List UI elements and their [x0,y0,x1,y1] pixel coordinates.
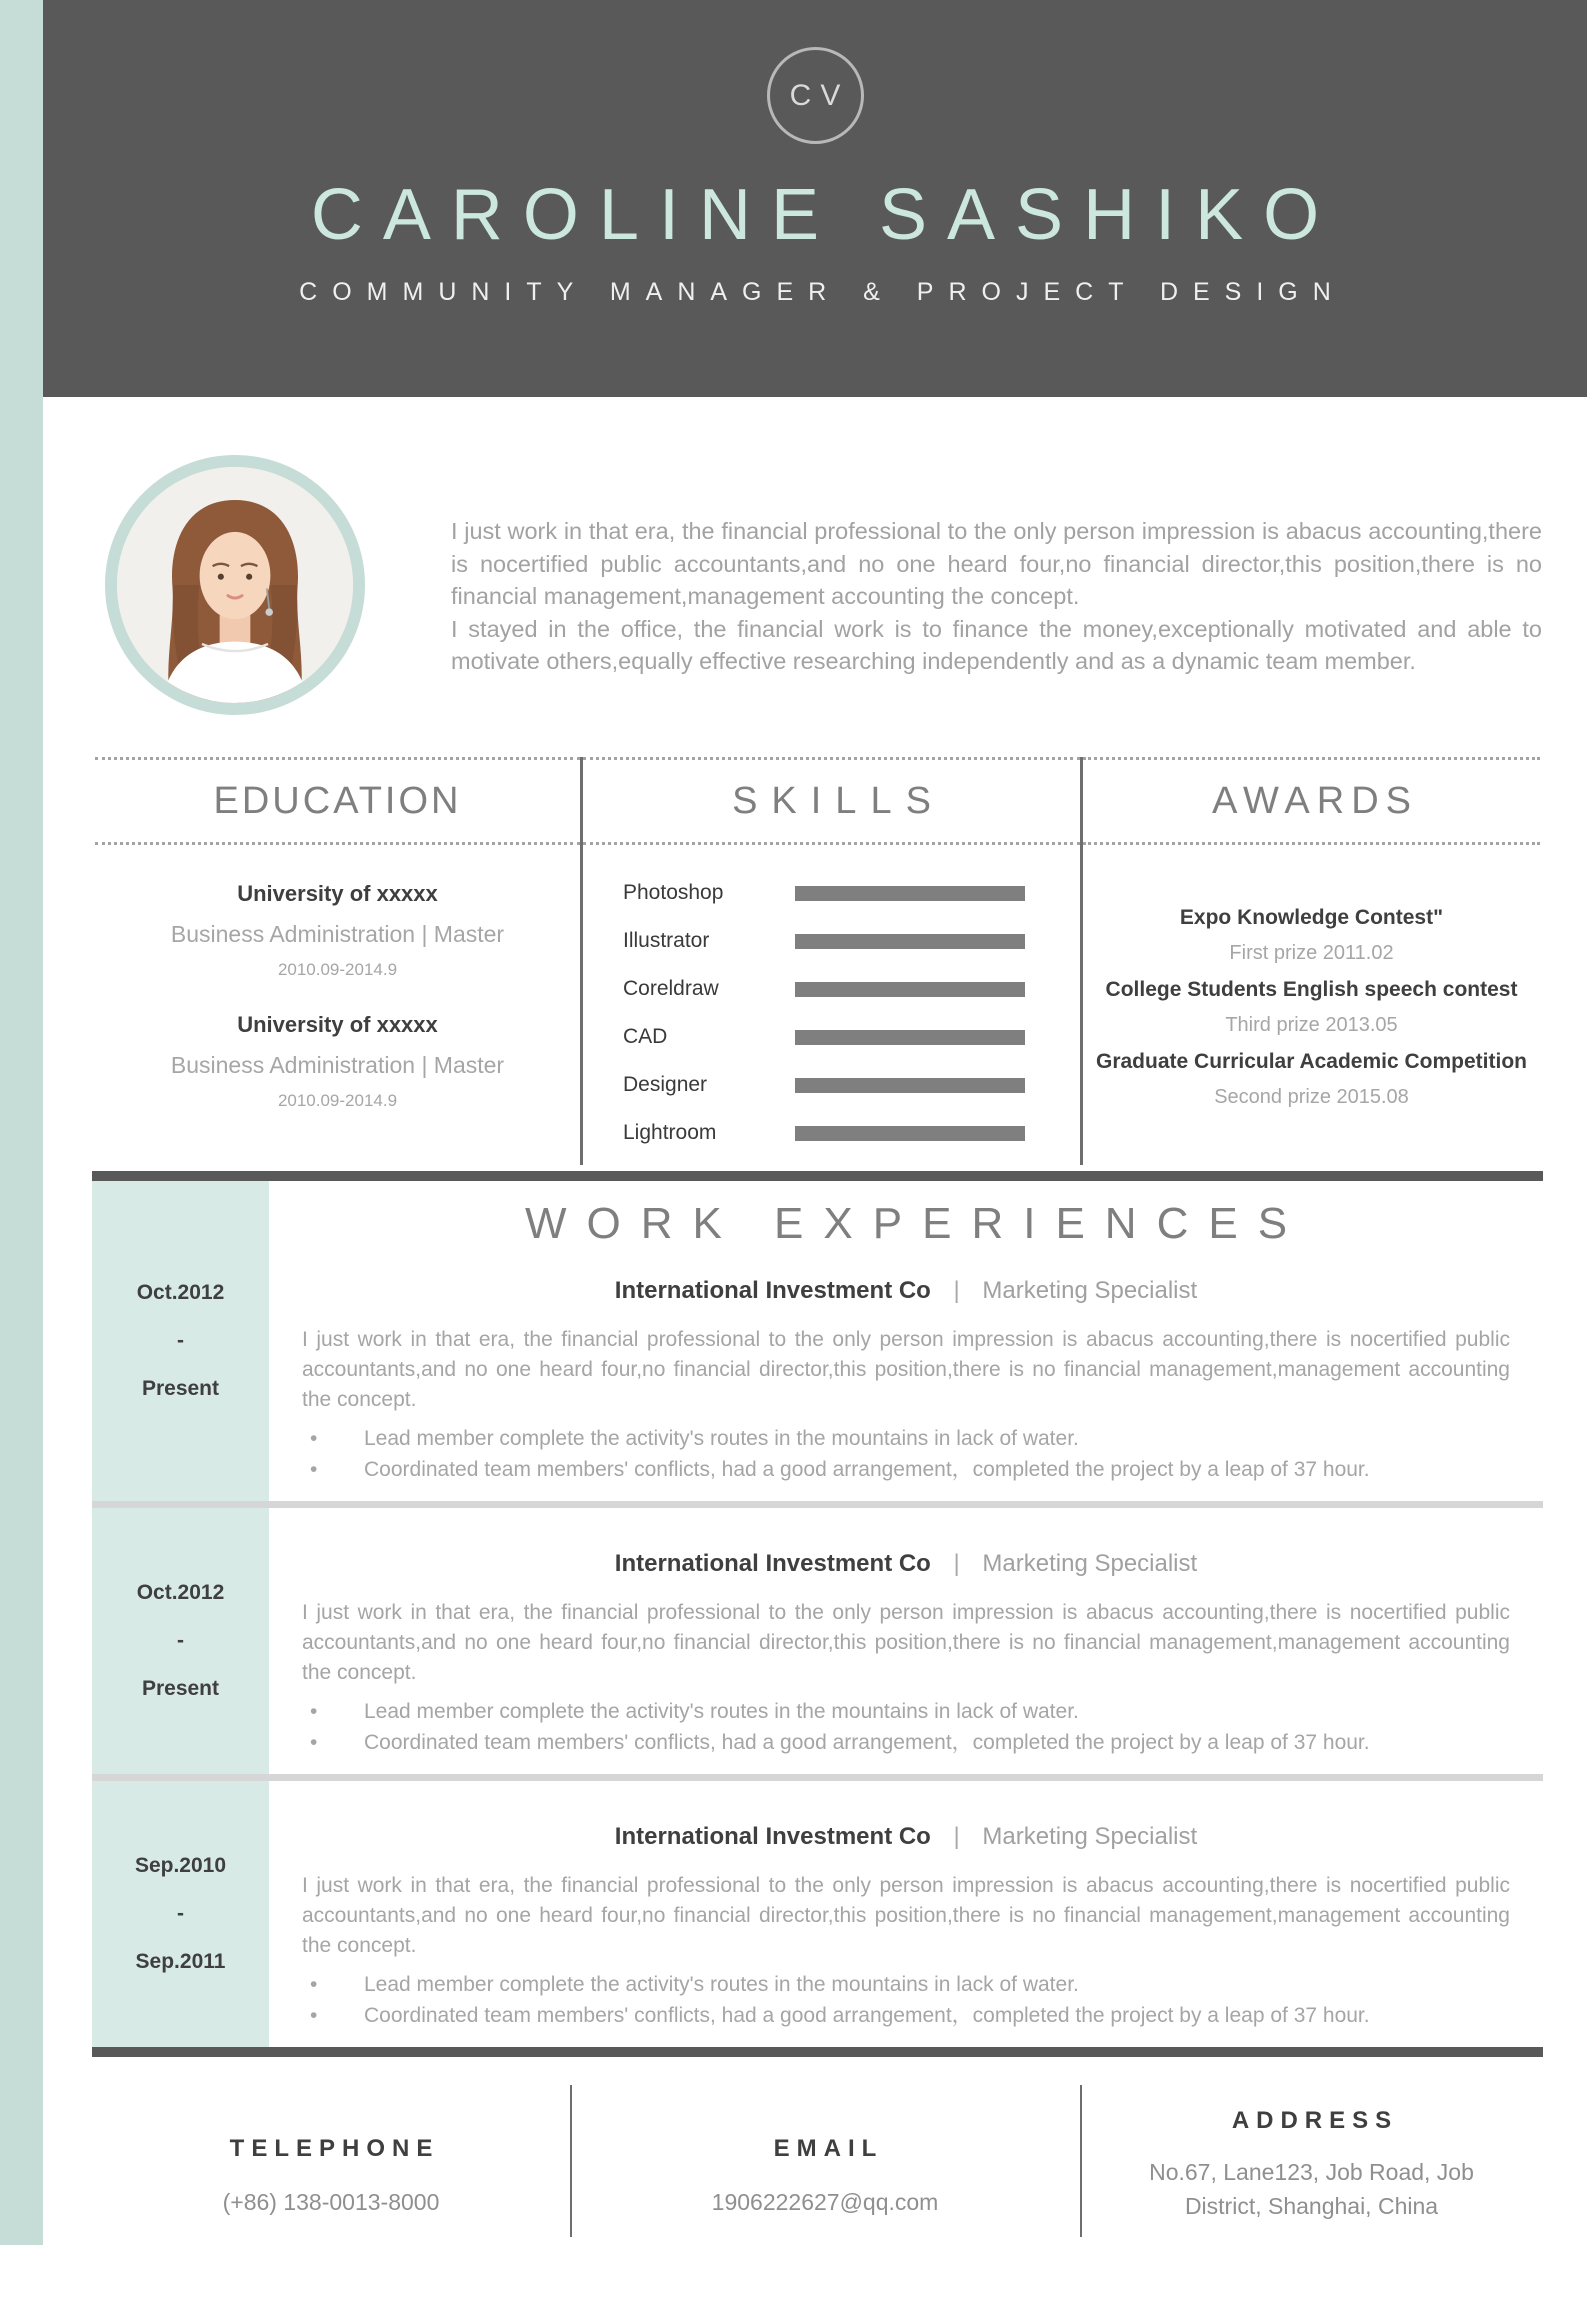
skill-name: Coreldraw [623,977,719,1000]
work-entry-dates [92,1508,269,1774]
skill-bar [795,886,1025,901]
education-degree: Business Administration | Master [170,1052,505,1078]
header-banner [43,0,1587,397]
profile-summary-paragraph-1: I just work in that era, the financial professional to the only person impression is abacus accounting,there is nocertified public accountants,and no one heard four,no financial director,this position,there is no financial management,management accounting the concept. [451,518,1542,609]
address-label: ADDRESS [1231,2107,1399,2134]
skill-bar [795,1030,1025,1045]
entry-divider [92,1501,1543,1508]
date-to: Sep.2011 [135,1950,226,1973]
work-bullet-list [302,1969,1510,2031]
email-block [570,2057,1080,2223]
education-period: 2010.09-2014.9 [277,1091,398,1110]
work-bullet-list [302,1423,1510,1485]
section-divider-bar-top [92,1171,1543,1181]
education-period: 2010.09-2014.9 [277,960,398,979]
cv-logo-text: CV [789,78,850,112]
skill-name: Photoshop [623,881,724,904]
page-title: CAROLINE SASHIKO [310,175,1340,255]
date-separator: - [177,1902,184,1925]
section-divider-bar-bottom [92,2047,1543,2057]
work-entry-content [269,1181,1543,1501]
education-item [95,1012,580,1111]
work-entry [92,1781,1543,2047]
company-name: International Investment Co [614,1277,931,1304]
work-bullet: • Coordinated team members' conflicts, had a good arrangement，completed the project by a leap of 37 hour. [302,1727,1510,1758]
job-title: COMMUNITY MANAGER & PROJECT DESIGN [299,278,1346,306]
skill-name: Illustrator [623,929,710,952]
work-entry-dates [92,1781,269,2047]
date-separator: - [177,1329,184,1352]
date-from: Oct.2012 [136,1281,225,1304]
work-entry-dates [92,1181,269,1501]
profile-summary-paragraph-2: I stayed in the office, the financial work is to finance the money,exceptionally motivated and able to motivate others,equally effective researching independently and as a dynamic team member. [451,615,1542,674]
cv-logo-badge [767,47,864,144]
email-label: EMAIL [773,2135,884,2162]
profile-section [43,397,1587,715]
education-column [95,757,580,1165]
profile-summary [451,515,1542,715]
skill-row [623,1109,1025,1157]
date-separator: - [177,1629,184,1652]
skill-row [623,1061,1025,1109]
role-title: Marketing Specialist [982,1550,1198,1577]
company-row [302,1277,1510,1305]
work-entry-content [269,1781,1543,2047]
work-bullet: • Lead member complete the activity's routes in the mountains in lack of water. [302,1696,1510,1727]
skill-bar [795,1078,1025,1093]
company-row [302,1823,1510,1851]
footer-divider [1080,2085,1082,2237]
telephone-label: TELEPHONE [229,2135,440,2162]
awards-heading: AWARDS [1083,757,1540,845]
education-list [95,845,580,1111]
date-from: Oct.2012 [136,1581,225,1604]
work-entry-content [269,1508,1543,1774]
work-bullet-list [302,1696,1510,1758]
company-role-separator: | [953,1550,960,1577]
footer-divider [570,2085,572,2237]
date-to: Present [141,1377,220,1400]
skills-heading: SKILLS [583,757,1080,845]
skills-column [580,757,1083,1165]
education-degree: Business Administration | Master [170,921,505,947]
work-bullet: • Coordinated team members' conflicts, had a good arrangement，completed the project by a leap of 37 hour. [302,2000,1510,2031]
work-bullet: • Lead member complete the activity's routes in the mountains in lack of water. [302,1969,1510,2000]
award-title: Graduate Curricular Academic Competition [1096,1050,1527,1073]
role-title: Marketing Specialist [982,1277,1198,1304]
date-to: Present [141,1677,220,1700]
work-entry [92,1181,1543,1501]
work-summary: I just work in that era, the financial professional to the only person impression is abacus accounting,there is nocertified public accountants,and no one heard four,no financial director,this position,there is no financial management,management accounting the concept. [302,1328,1510,1411]
award-prize: Third prize 2013.05 [1225,1014,1398,1036]
skill-row [623,965,1025,1013]
awards-column [1083,757,1540,1165]
skill-bar [795,934,1025,949]
address-value: No.67, Lane123, Job Road, Job District, Shanghai, China [1149,2159,1474,2219]
company-name: International Investment Co [614,1550,931,1577]
award-title: College Students English speech contest [1105,978,1518,1001]
profile-photo [105,455,365,715]
left-accent-strip [0,0,43,2245]
education-school: University of xxxxx [237,881,438,906]
email-value: 1906222627@qq.com [711,2189,939,2215]
company-row [302,1550,1510,1578]
work-bullet: • Lead member complete the activity's routes in the mountains in lack of water. [302,1423,1510,1454]
contact-columns [92,2057,1543,2223]
work-experiences-heading: WORK EXPERIENCES [524,1199,1308,1248]
company-role-separator: | [953,1277,960,1304]
skills-list [583,845,1080,1157]
education-heading: EDUCATION [95,757,580,845]
work-summary: I just work in that era, the financial professional to the only person impression is abacus accounting,there is nocertified public accountants,and no one heard four,no financial director,this position,there is no financial management,management accounting the concept. [302,1874,1510,1957]
entry-divider [92,1774,1543,1781]
award-prize: Second prize 2015.08 [1214,1086,1409,1108]
award-prize: First prize 2011.02 [1229,942,1394,964]
award-title: Expo Knowledge Contest" [1179,906,1444,929]
skill-row [623,917,1025,965]
work-bullet: • Coordinated team members' conflicts, had a good arrangement，completed the project by a leap of 37 hour. [302,1454,1510,1485]
profile-photo-illustration [117,467,353,703]
telephone-block [92,2057,570,2223]
skill-row [623,869,1025,917]
work-summary: I just work in that era, the financial professional to the only person impression is abacus accounting,there is nocertified public accountants,and no one heard four,no financial director,this position,there is no financial management,management accounting the concept. [302,1601,1510,1684]
skill-name: CAD [623,1025,668,1048]
skill-row [623,1013,1025,1061]
role-title: Marketing Specialist [982,1823,1198,1850]
telephone-value: (+86) 138-0013-8000 [222,2189,440,2215]
work-entry [92,1508,1543,1774]
company-role-separator: | [953,1823,960,1850]
credentials-section [95,757,1540,1165]
address-block [1080,2057,1543,2223]
awards-list [1083,845,1540,1109]
skill-bar [795,982,1025,997]
contact-footer [92,2057,1543,2310]
skill-name: Lightroom [623,1121,717,1144]
skill-bar [795,1126,1025,1141]
work-experience-section [92,1171,1543,2057]
company-name: International Investment Co [614,1823,931,1850]
education-school: University of xxxxx [237,1012,438,1037]
education-item [95,881,580,980]
date-from: Sep.2010 [134,1854,227,1877]
cv-page [43,0,1587,2310]
skill-name: Designer [623,1073,708,1096]
